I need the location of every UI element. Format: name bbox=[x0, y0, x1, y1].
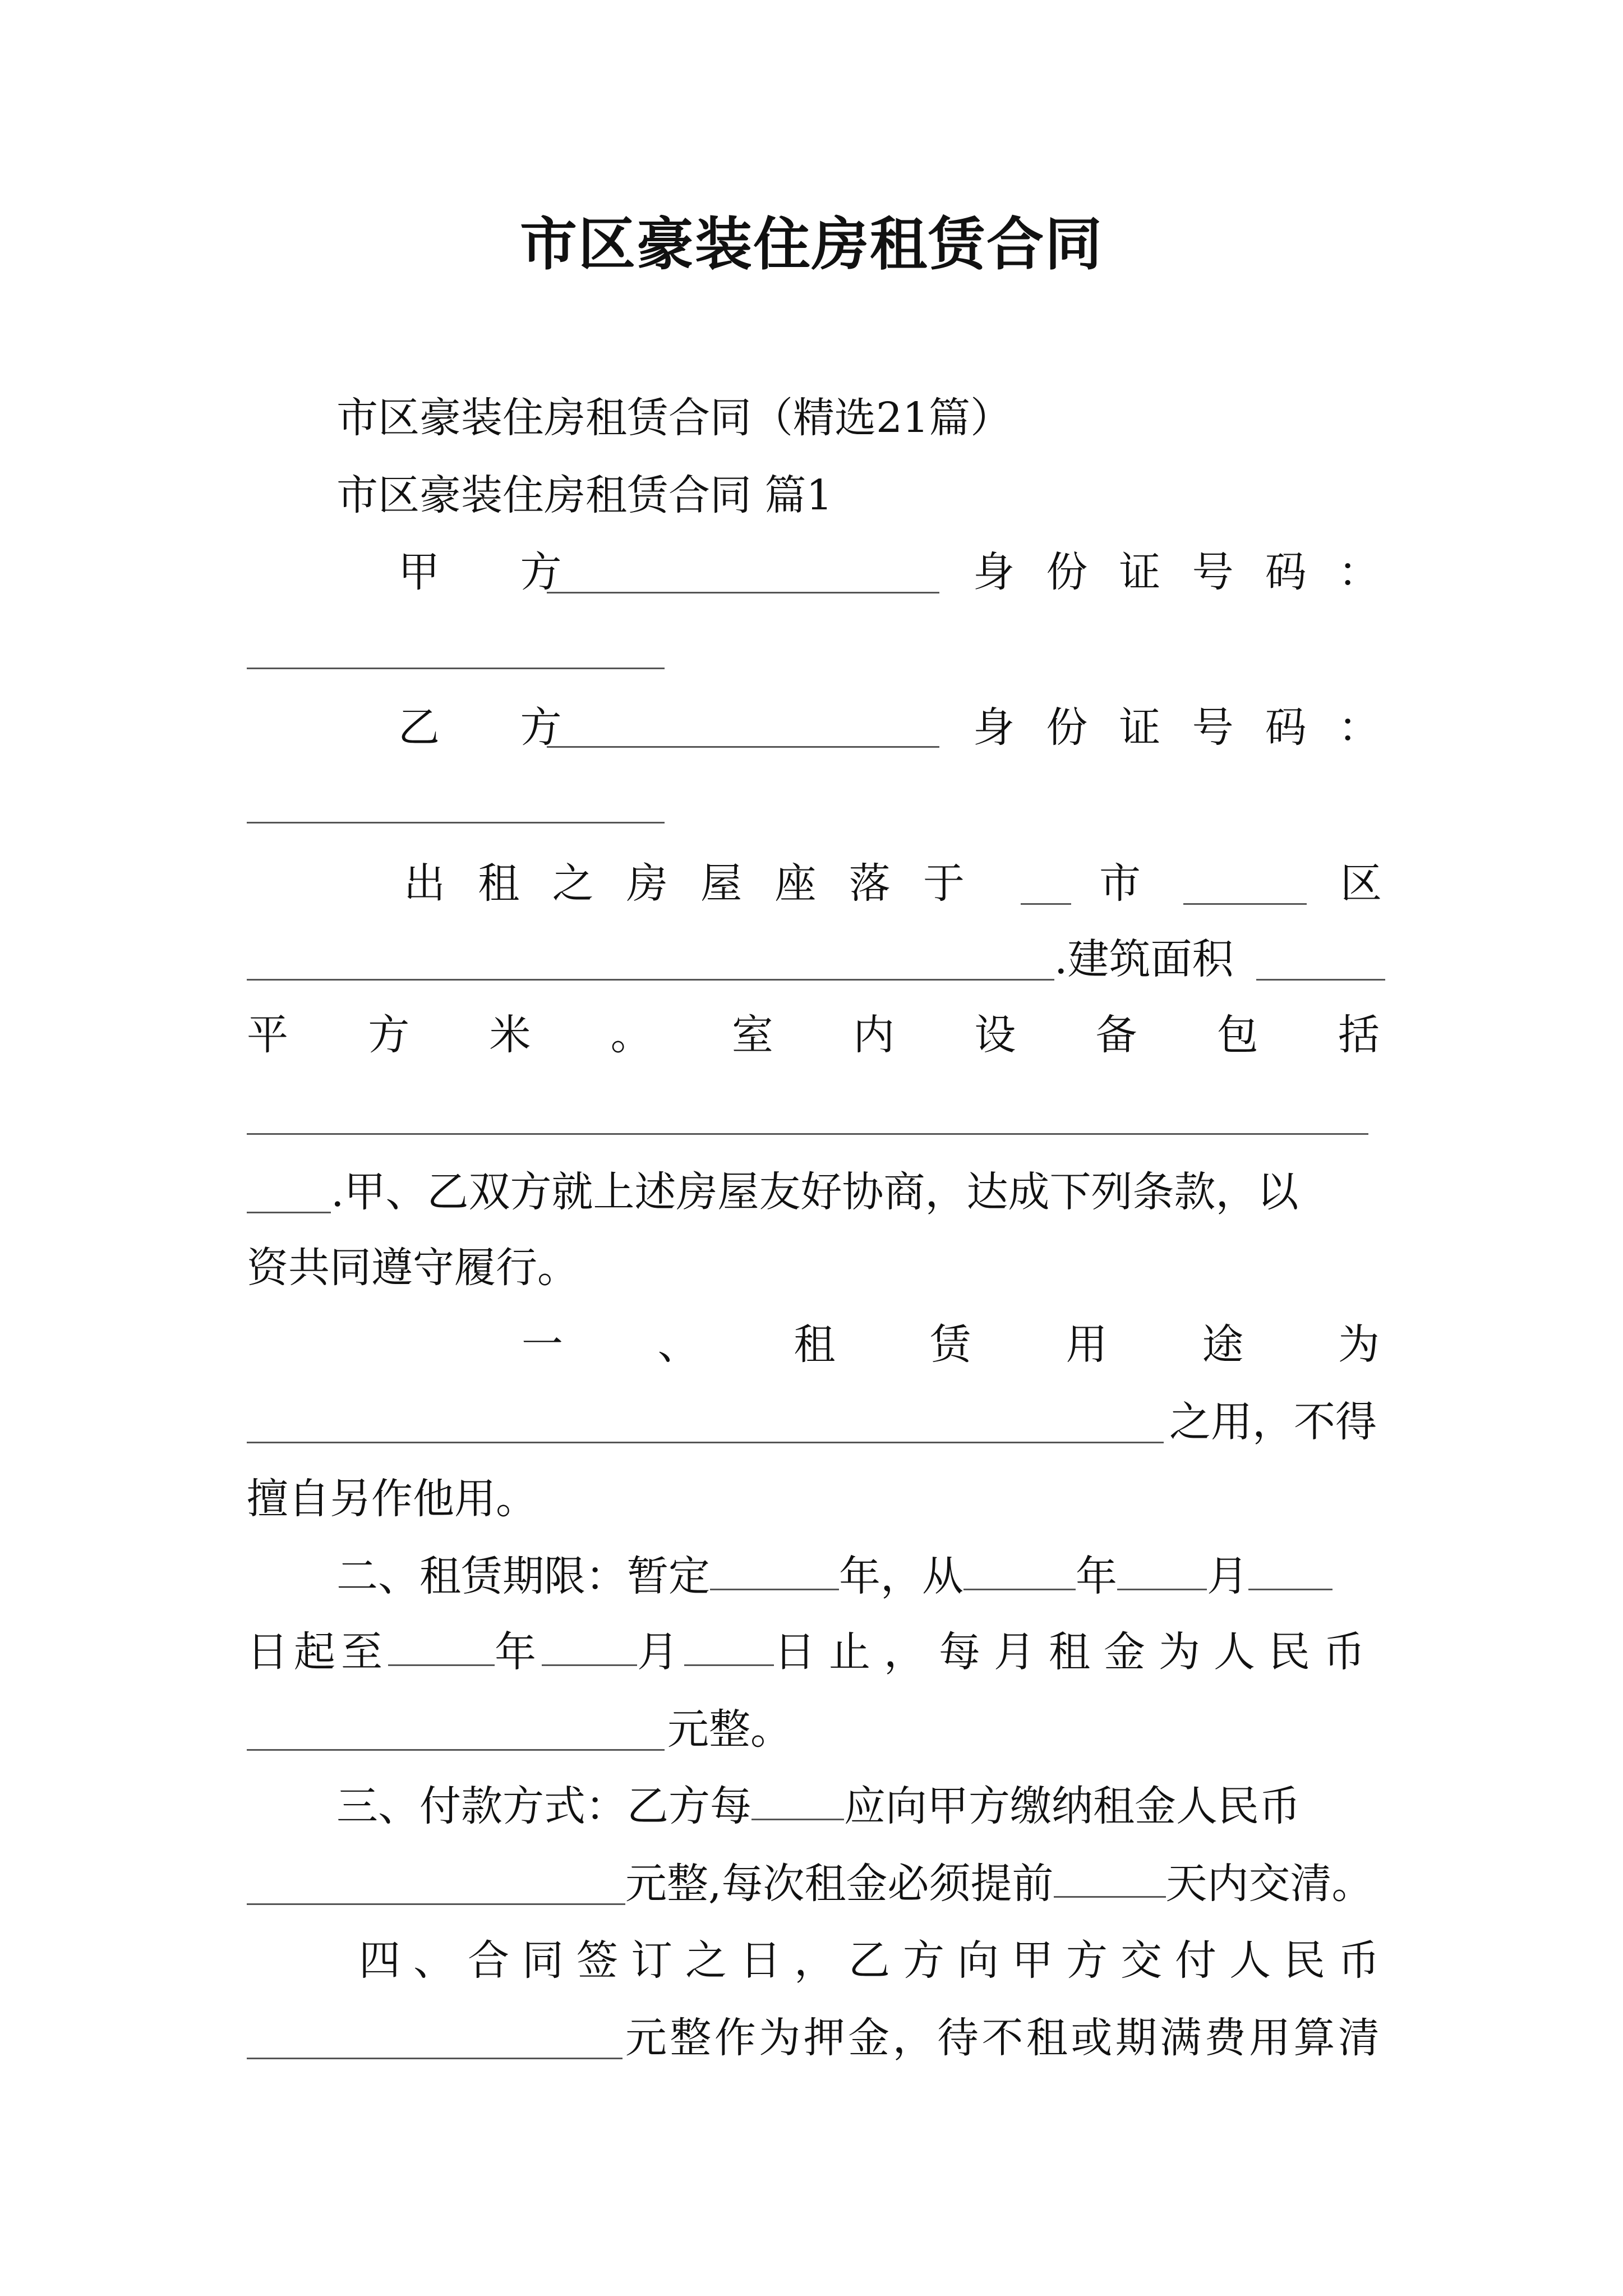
party-b-label: 乙 方 bbox=[398, 703, 596, 752]
clause-3-line-2 bbox=[625, 1858, 1373, 1909]
party-a-id-label: 身份证号码： bbox=[973, 548, 1380, 596]
agreement-blank bbox=[247, 1212, 331, 1213]
district-label: 区 bbox=[1340, 859, 1382, 908]
deposit-blank bbox=[247, 2058, 623, 2059]
area-blank bbox=[1256, 979, 1385, 981]
clause-3-advance-label: 元整,每次租金必须提前 bbox=[625, 1860, 1054, 1908]
clause-3-days-label: 天内交清。 bbox=[1165, 1860, 1373, 1908]
equipment-label: 平方米。室内设备包括 bbox=[247, 1011, 1380, 1059]
term-years-blank bbox=[710, 1554, 839, 1590]
city-label: 市 bbox=[1099, 859, 1141, 908]
end-year-blank bbox=[388, 1630, 495, 1666]
agreement-line-1: .甲、乙双方就上述房屋友好协商，达成下列条款，以 bbox=[331, 1168, 1299, 1216]
clause-2-end-month-label: 月 bbox=[637, 1628, 684, 1676]
party-b-id-label: 身份证号码： bbox=[973, 703, 1380, 752]
party-b-blank bbox=[547, 746, 939, 748]
equipment-blank bbox=[247, 1133, 1368, 1135]
clause-2-rent-label: 日止，每月租金为人民币 bbox=[774, 1628, 1378, 1676]
monthly-rent-blank bbox=[247, 1749, 665, 1751]
clause-1-line-3: 擅自另作他用。 bbox=[247, 1475, 537, 1523]
end-month-blank bbox=[542, 1630, 637, 1666]
clause-2-month-label: 月 bbox=[1207, 1552, 1248, 1600]
start-month-blank bbox=[1117, 1554, 1207, 1590]
clause-2-line-3: 元整。 bbox=[667, 1705, 792, 1754]
party-a-label: 甲 方 bbox=[398, 548, 596, 596]
document-title: 市区豪装住房租赁合同 bbox=[520, 211, 1103, 278]
clause-1-heading: 一、租赁用途为 bbox=[522, 1320, 1380, 1369]
district-blank bbox=[1183, 903, 1307, 905]
location-label: 出租之房屋座落于 bbox=[404, 859, 965, 908]
start-year-blank bbox=[963, 1554, 1076, 1590]
section-heading: 市区豪装住房租赁合同 篇1 bbox=[336, 471, 833, 519]
clause-2-term-label: 二、租赁期限：暂定 bbox=[336, 1552, 710, 1600]
party-a-blank bbox=[547, 592, 939, 593]
payment-amount-blank bbox=[247, 1903, 625, 1905]
clause-2-line-2 bbox=[247, 1627, 1378, 1677]
start-day-blank bbox=[1248, 1554, 1332, 1590]
party-b-id-blank bbox=[247, 822, 665, 823]
payment-period-blank bbox=[751, 1784, 844, 1820]
clause-2-line-1 bbox=[336, 1551, 1332, 1602]
advance-days-blank bbox=[1054, 1861, 1166, 1898]
party-a-id-blank bbox=[247, 668, 665, 669]
clause-2-from-label: 年，从 bbox=[839, 1552, 963, 1600]
address-blank bbox=[247, 979, 1054, 981]
clause-1-line-2: 之用，不得 bbox=[1169, 1398, 1377, 1446]
clause-3-payment-label: 三、付款方式：乙方每 bbox=[336, 1782, 751, 1830]
clause-2-end-year-label: 年 bbox=[495, 1628, 542, 1676]
clause-3-rent-label: 应向甲方缴纳租金人民币 bbox=[844, 1782, 1301, 1830]
clause-4-line-1: 四、合同签订之日，乙方向甲方交付人民币 bbox=[359, 1936, 1380, 1985]
end-day-blank bbox=[684, 1630, 774, 1666]
clause-1-use-blank bbox=[247, 1442, 1164, 1443]
document-subtitle: 市区豪装住房租赁合同（精选21篇） bbox=[336, 394, 1012, 442]
city-blank bbox=[1021, 903, 1071, 905]
clause-3-line-1 bbox=[336, 1781, 1301, 1832]
agreement-line-2: 资共同遵守履行。 bbox=[247, 1244, 579, 1292]
clause-2-year-label: 年 bbox=[1076, 1552, 1117, 1600]
area-label: .建筑面积 bbox=[1054, 935, 1234, 983]
clause-2-until-label: 日起至 bbox=[247, 1628, 388, 1676]
clause-4-line-2: 元整作为押金，待不租或期满费用算清 bbox=[625, 2014, 1380, 2062]
